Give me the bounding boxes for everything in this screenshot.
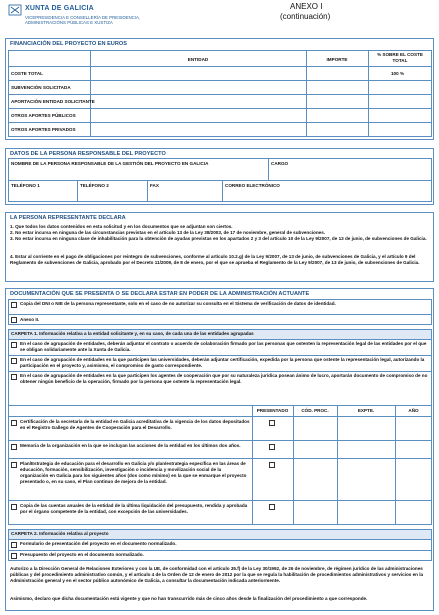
table-item-1-label: Certificación de la secretaría de la entidad en Galicia acreditativa de la vigencia de los datos depositados en el Registro Gallego de Agentes de Cooperación para el Desarrollo.: [20, 419, 250, 431]
declaration-item-3: 3. No estar incursa en ninguna clase de inhabilitación para la obtención de ayudas previstas en los apartados 2 y 3 del artículo 10 de la Ley 9/2007, de 13 de junio, de subvenciones de Galicia.: [10, 236, 427, 241]
row-public-contributions: OTROS APORTES PÚBLICOS: [11, 113, 76, 118]
col-entity: ENTIDAD: [187, 57, 209, 62]
col-file: EXPTE.: [357, 408, 375, 413]
fax-field[interactable]: [148, 190, 221, 201]
declaration-title: LA PERSONA REPRESENTANTE DECLARA: [10, 215, 126, 221]
responsible-name-field[interactable]: [9, 168, 267, 179]
phone2-field[interactable]: [78, 190, 146, 201]
table-item-2-label: Memoria de la organización en la que se incluyan las acciones de la entidad en los últimos dos años.: [20, 443, 241, 448]
dni-item-label: Copia del DNI o NIE de la persona representante, solo en el caso de no autorizar su consulta en el Sistema de verificación de datos de identidad.: [20, 301, 336, 306]
folder2-budget-label: Presupuesto del proyecto en el documento normalizado.: [20, 552, 144, 557]
table-item-2-presented-checkbox[interactable]: [269, 444, 275, 450]
row-total-cost: COSTE TOTAL: [11, 71, 43, 76]
annex-ii-checkbox[interactable]: [11, 317, 17, 323]
annex-ii-label: Anexo II.: [20, 317, 40, 322]
folder1-agreement-checkbox[interactable]: [11, 342, 17, 348]
xunta-logo: [8, 4, 22, 16]
row-total-cost-pct: 100 %: [391, 71, 405, 76]
col-presented: PRESENTADO: [256, 408, 289, 413]
folder1-agreement-label: En el caso de agrupación de entidades, deberán adjuntar el contrato o acuerdo de colaboración firmado por las personas que ostenten la representación legal de las entidades por el que se obligan solidariamente ante la Xunta de Galicia.: [20, 341, 427, 353]
row-subsidy: SUBVENCIÓN SOLICITADA: [11, 85, 71, 90]
table-item-2-checkbox[interactable]: [11, 444, 17, 450]
department-line-1: VICEPRESIDENCIA E CONSELLERÍA DE PRESIDENCIA,: [25, 15, 141, 20]
fax-label: FAX: [150, 183, 159, 188]
phone2-label: TELÉFONO 2: [80, 183, 109, 188]
folder2-title: CARPETA 2. Información relativa al proyecto: [11, 531, 109, 536]
phone1-label: TELÉFONO 1: [11, 183, 40, 188]
declaration-item-4: 4. Estar al corriente en el pago de obligaciones por reintegro de subvenciones, conforme al artículo 10.2.g) de la Ley 9/2007, de 13 de junio, de subvenciones de Galicia, y el artículo 9 del Reglamento de subvenciones de Galicia, aprobado por el Decreto 11/2009, de 8 de enero, por el que se aprueba el Reglamento de la Ley 9/2007, de 13 de junio, de subvenciones de Galicia.: [10, 254, 420, 266]
row-own-contribution: APORTACIÓN ENTIDAD SOLICITANTE: [11, 99, 95, 104]
row-private-contributions: OTROS APORTES PRIVADOS: [11, 127, 76, 132]
col-proc-code: CÓD. PROC.: [301, 408, 329, 413]
xunta-emblem-icon: [8, 4, 22, 16]
declaration-item-2: 2. No estar incursa en ninguna de las circunstancias previstas en el artículo 13 de la Ley 38/2003, de 17 de noviembre, general de subvenciones.: [10, 230, 326, 235]
col-year: AÑO: [408, 408, 419, 413]
col-amount: IMPORTE: [326, 57, 348, 62]
responsible-title: DATOS DE LA PERSONA RESPONSABLE DEL PROYECTO: [10, 151, 166, 157]
folder2-form-label: Formulario de presentación del proyecto en el documento normalizado.: [20, 541, 177, 546]
department-line-2: ADMINISTRACIÓNS PÚBLICAS E XUSTIZA: [25, 20, 113, 25]
responsible-name-label: NOMBRE DE LA PERSONA RESPONSABLE DE LA GESTIÓN DEL PROYECTO EN GALICIA: [11, 161, 209, 166]
folder1-nonprofit-label: En el caso de agrupación de entidades en la que participen los agentes de cooperación que por su naturaleza jurídica posean ánimo de lucro, aportarán documento de compromiso de no obtener ningún beneficio de la operación, firmado por la persona que ostente la representación legal.: [20, 373, 428, 385]
folder1-universities-label: En el caso de agrupación de entidades en la que participen las universidades, deberán adjuntar certificación, expedida por la persona que ostente la representación legal, autorizando la participación en el proyecto y, asimismo, el compromiso de gasto correspondiente.: [20, 357, 425, 369]
authorization-paragraph: Autorizo a la Dirección General de Relaciones Exteriores y con la UE, de conformidad con el artículo 35.f) de la Ley 30/1992, de 26 de noviembre, de régimen jurídico de las administraciones públicas y del procedimiento administrativo común, y el artículo 4 de la Orden de 12 de enero de 2012 por la que se regula la habilitación de procedimientos administrativos y servicios en la Administración general y en el sector público autonómico de Galicia, a consultar la documentación indicada anteriormente.: [10, 566, 424, 584]
table-item-1-checkbox[interactable]: [11, 420, 17, 426]
amount-input-total[interactable]: [91, 67, 305, 79]
responsible-position-label: CARGO: [271, 161, 289, 166]
declaration-section: [5, 212, 434, 282]
table-item-3-label: Plan/Estrategia de educación para el desarrollo en Galicia y/o plan/estrategia específica en las áreas de educación, formación, sensibilización, investigación o incidencia y movilización social de la organización en Galicia para los siguientes años (dos como mínimo) en la que se enmarque el proyecto presentado o, en su caso, el Plan continuo de mejora de la entidad.: [20, 461, 247, 485]
financing-title: FINANCIACIÓN DEL PROYECTO EN EUROS: [10, 41, 127, 47]
table-item-4-checkbox[interactable]: [11, 504, 17, 510]
dni-checkbox[interactable]: [11, 302, 17, 308]
folder2-form-checkbox[interactable]: [11, 542, 17, 548]
validity-paragraph: Asimismo, declaro que dicha documentación está vigente y que no han transcurrido más de cinco años desde la finalización del procedimiento a que corresponde.: [10, 596, 368, 601]
folder1-nonprofit-checkbox[interactable]: [11, 374, 17, 380]
folder2-budget-checkbox[interactable]: [11, 553, 17, 559]
table-item-1-presented-checkbox[interactable]: [269, 420, 275, 426]
table-item-3-checkbox[interactable]: [11, 462, 17, 468]
email-label: CORREO ELECTRÓNICO: [225, 183, 280, 188]
table-item-4-label: Copia de las cuentas anuales de la entidad de la última liquidación del presupuesto, rendida y aprobada por el órgano competente de la entidad, con excepción de las universidades.: [20, 503, 248, 515]
col-percent: % SOBRE EL COSTE TOTAL: [377, 52, 423, 63]
table-item-4-presented-checkbox[interactable]: [269, 504, 275, 510]
annex-continuation: (continuación): [280, 12, 331, 21]
folder1-universities-checkbox[interactable]: [11, 358, 17, 364]
declaration-item-1: 1. Que todos los datos contenidos en esta solicitud y en los documentos que se adjuntan son ciertos.: [10, 224, 233, 229]
email-field[interactable]: [223, 190, 431, 201]
table-item-3-presented-checkbox[interactable]: [269, 462, 275, 468]
responsible-position-field[interactable]: [269, 168, 431, 179]
annex-title: ANEXO I: [290, 2, 323, 11]
documentation-title: DOCUMENTACIÓN QUE SE PRESENTA O SE DECLARA ESTAR EN PODER DE LA ADMINISTRACIÓN ACTUANTE: [10, 291, 310, 297]
brand-name: XUNTA DE GALICIA: [25, 5, 94, 12]
phone1-field[interactable]: [9, 190, 76, 201]
folder1-title: CARPETA 1. Información relativa a la entidad solicitante y, en su caso, de cada una de las entidades agrupadas: [11, 331, 254, 336]
